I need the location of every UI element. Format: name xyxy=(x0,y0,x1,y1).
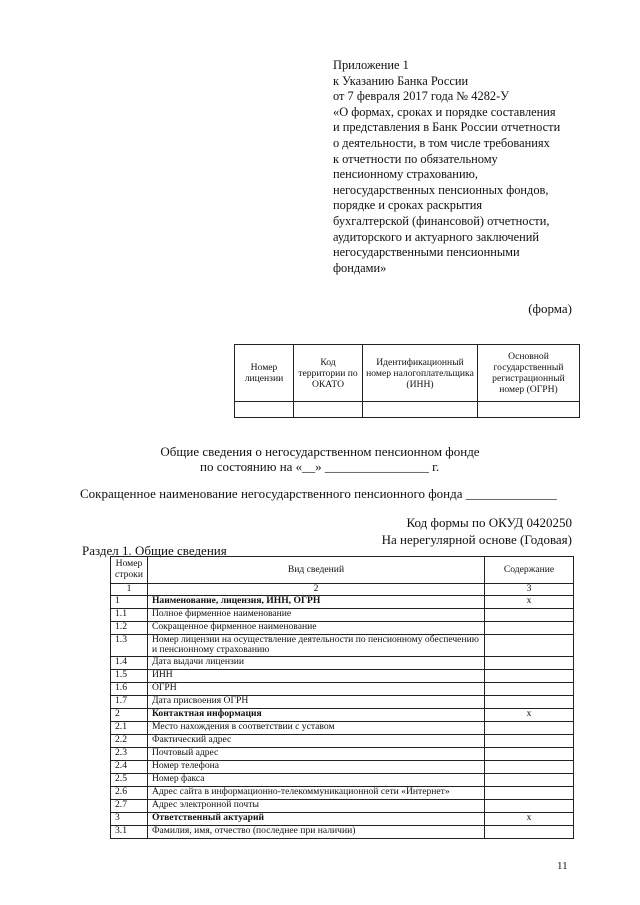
header-inn: Идентификационный номер налогоплательщика (ИНН) xyxy=(363,345,478,402)
table-row xyxy=(111,708,574,721)
table-row xyxy=(111,608,574,621)
row-kind: Ответственный актуарий xyxy=(147,812,484,825)
row-content[interactable] xyxy=(485,656,574,669)
appendix-line: фондами» xyxy=(333,260,387,275)
column-number: 2 xyxy=(147,584,484,596)
appendix-line: и представления в Банк России отчетности xyxy=(333,120,561,135)
appendix-line: порядке и сроках раскрытия xyxy=(333,198,483,213)
column-number: 3 xyxy=(485,584,574,596)
row-content[interactable] xyxy=(485,695,574,708)
row-kind: ОГРН xyxy=(147,682,484,695)
row-content[interactable] xyxy=(485,825,574,838)
row-number: 3 xyxy=(111,812,148,825)
page-number: 11 xyxy=(557,860,568,872)
row-number: 2 xyxy=(111,708,148,721)
row-content[interactable] xyxy=(485,799,574,812)
row-content[interactable] xyxy=(485,760,574,773)
license-number-cell[interactable] xyxy=(235,402,294,418)
column-number: 1 xyxy=(111,584,148,596)
row-number: 1.3 xyxy=(111,634,148,656)
header-kind: Вид сведений xyxy=(147,557,484,584)
document-title: Общие сведения о негосударственном пенсионном фонде xyxy=(160,444,480,459)
okato-code-cell[interactable] xyxy=(294,402,363,418)
row-content[interactable] xyxy=(485,747,574,760)
row-kind: Наименование, лицензия, ИНН, ОГРН xyxy=(147,595,484,608)
row-content: x xyxy=(485,595,574,608)
row-kind: Адрес сайта в информационно-телекоммуникационной сети «Интернет» xyxy=(147,786,484,799)
general-info-table xyxy=(110,556,574,839)
okud-block xyxy=(382,514,572,548)
general-info-header-row xyxy=(111,557,574,584)
periodicity: На нерегулярной основе (Годовая) xyxy=(381,532,572,547)
row-content[interactable] xyxy=(485,734,574,747)
section-title: Раздел 1. Общие сведения xyxy=(82,543,227,558)
appendix-line: аудиторского и актуарного заключений xyxy=(333,229,539,244)
row-content[interactable] xyxy=(485,621,574,634)
row-content: x xyxy=(485,708,574,721)
row-kind: Номер факса xyxy=(147,773,484,786)
header-content: Содержание xyxy=(485,557,574,584)
row-number: 2.7 xyxy=(111,799,148,812)
row-content[interactable] xyxy=(485,682,574,695)
row-kind: Контактная информация xyxy=(147,708,484,721)
appendix-line: к Указанию Банка России xyxy=(333,73,469,88)
row-number: 2.3 xyxy=(111,747,148,760)
row-number: 1.1 xyxy=(111,608,148,621)
identifiers-header-row xyxy=(235,345,580,402)
report-date-line: по состоянию на «__» ________________ г. xyxy=(200,459,440,474)
row-kind: Место нахождения в соответствии с уставом xyxy=(147,721,484,734)
header-license-number: Номер лицензии xyxy=(235,345,294,402)
identifiers-table xyxy=(234,344,580,418)
row-number: 1.5 xyxy=(111,669,148,682)
appendix-line: о деятельности, в том числе требованиях xyxy=(333,135,550,150)
row-number: 3.1 xyxy=(111,825,148,838)
row-number: 1.6 xyxy=(111,682,148,695)
table-row xyxy=(111,634,574,656)
appendix-line: к отчетности по обязательному xyxy=(333,151,498,166)
row-content[interactable] xyxy=(485,634,574,656)
table-row xyxy=(111,825,574,838)
header-ogrn: Основной государственный регистрационный номер (ОГРН) xyxy=(478,345,580,402)
appendix-line: Приложение 1 xyxy=(333,58,409,72)
appendix-header xyxy=(333,58,593,276)
table-row xyxy=(111,734,574,747)
row-number: 1 xyxy=(111,595,148,608)
table-row xyxy=(111,695,574,708)
table-row xyxy=(111,682,574,695)
row-kind: Дата выдачи лицензии xyxy=(147,656,484,669)
row-number: 1.4 xyxy=(111,656,148,669)
row-number: 2.2 xyxy=(111,734,148,747)
table-row xyxy=(111,760,574,773)
row-kind: Адрес электронной почты xyxy=(147,799,484,812)
appendix-line: негосударственными пенсионными xyxy=(333,245,520,260)
table-row xyxy=(111,812,574,825)
header-row-number: Номер строки xyxy=(111,557,148,584)
table-row xyxy=(111,595,574,608)
row-content[interactable] xyxy=(485,773,574,786)
row-kind: ИНН xyxy=(147,669,484,682)
table-row xyxy=(111,747,574,760)
row-number: 2.4 xyxy=(111,760,148,773)
appendix-line: негосударственных пенсионных фондов, xyxy=(333,182,549,197)
row-kind: Номер лицензии на осуществление деятельности по пенсионному обеспечению и пенсионному страхованию xyxy=(147,634,484,656)
row-kind: Почтовый адрес xyxy=(147,747,484,760)
row-content[interactable] xyxy=(485,721,574,734)
row-number: 2.5 xyxy=(111,773,148,786)
row-kind: Номер телефона xyxy=(147,760,484,773)
table-row xyxy=(111,656,574,669)
table-row xyxy=(111,621,574,634)
row-kind: Фактический адрес xyxy=(147,734,484,747)
row-number: 2.6 xyxy=(111,786,148,799)
row-number: 2.1 xyxy=(111,721,148,734)
table-row xyxy=(111,773,574,786)
ogrn-cell[interactable] xyxy=(478,402,580,418)
appendix-line: «О формах, сроках и порядке составления xyxy=(333,104,556,119)
header-okato-code: Код территории по ОКАТО xyxy=(294,345,363,402)
table-row xyxy=(111,669,574,682)
appendix-line: от 7 февраля 2017 года № 4282-У xyxy=(333,89,509,104)
table-row xyxy=(111,786,574,799)
appendix-line: бухгалтерской (финансовой) отчетности, xyxy=(333,213,550,228)
row-kind: Дата присвоения ОГРН xyxy=(147,695,484,708)
table-row xyxy=(111,799,574,812)
appendix-line: пенсионному страхованию, xyxy=(333,167,478,182)
table-row xyxy=(111,721,574,734)
short-name-line: Сокращенное наименование негосударственного пенсионного фонда ______________ xyxy=(80,486,557,501)
row-content[interactable] xyxy=(485,608,574,621)
row-number: 1.7 xyxy=(111,695,148,708)
form-label: (форма) xyxy=(528,301,572,316)
row-content: x xyxy=(485,812,574,825)
row-kind: Сокращенное фирменное наименование xyxy=(147,621,484,634)
identifiers-value-row xyxy=(235,402,580,418)
inn-cell[interactable] xyxy=(363,402,478,418)
column-number-row xyxy=(111,584,574,596)
row-kind: Полное фирменное наименование xyxy=(147,608,484,621)
row-number: 1.2 xyxy=(111,621,148,634)
row-kind: Фамилия, имя, отчество (последнее при наличии) xyxy=(147,825,484,838)
row-content[interactable] xyxy=(485,786,574,799)
okud-code: Код формы по ОКУД 0420250 xyxy=(406,515,572,530)
row-content[interactable] xyxy=(485,669,574,682)
